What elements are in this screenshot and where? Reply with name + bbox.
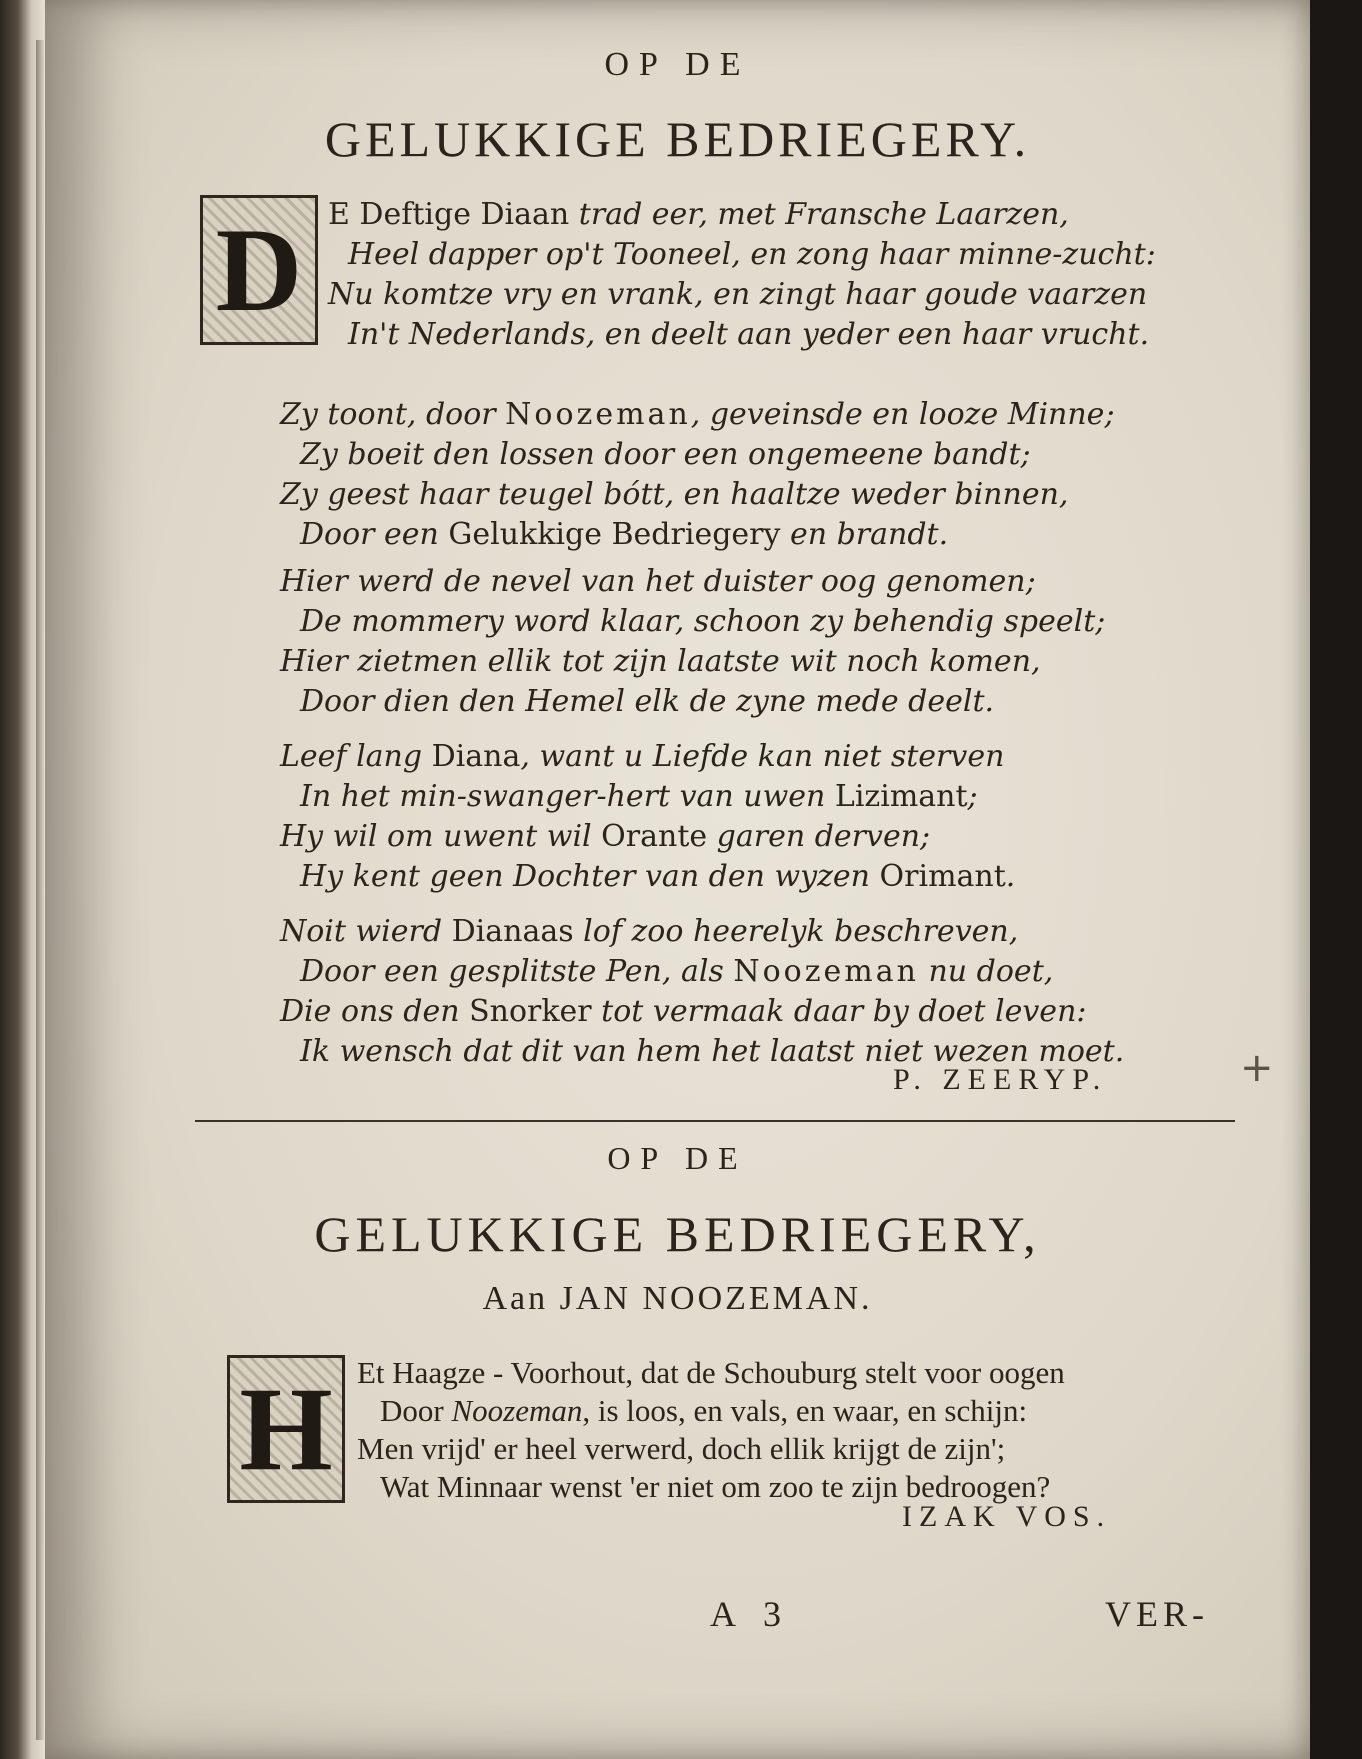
verse-line: Hy kent geen Dochter van den wyzen Orimant. (300, 859, 1016, 894)
verse-line: Zy boeit den lossen door een ongemeene bandt; (300, 437, 1031, 472)
section-divider-rule (195, 1120, 1235, 1122)
margin-plus-mark: + (1240, 1045, 1274, 1091)
poem2-signature: IZAK VOS. (902, 1500, 1112, 1533)
verse-line: Zy toont, door Noozeman, geveinsde en looze Minne; (280, 397, 1115, 432)
verse-line: Hier werd de nevel van het duister oog genomen; (280, 564, 1036, 599)
verse-line: Door een Gelukkige Bedriegery en brandt. (300, 517, 949, 552)
verse-line: In het min-swanger-hert van uwen Lizimant; (300, 779, 978, 814)
book-page (45, 0, 1310, 1759)
verse-line: In't Nederlands, en deelt aan yeder een haar vrucht. (348, 317, 1150, 352)
verse-line: Door Noozeman, is loos, en vals, en waar, en schijn: (380, 1393, 1028, 1428)
verse-line: E Deftige Diaan trad eer, met Fransche Laarzen, (328, 197, 1069, 232)
poem1-heading: OP DE (604, 46, 751, 83)
decorated-initial-h: H (227, 1355, 345, 1503)
decorated-initial-d: D (200, 195, 318, 345)
poem1-signature: P. ZEERYP. (893, 1063, 1108, 1096)
verse-line: Heel dapper op't Tooneel, en zong haar minne-zucht: (348, 237, 1156, 272)
verse-line: Hy wil om uwent wil Orante garen derven; (280, 819, 931, 854)
verse-line: Nu komtze vry en vrank, en zingt haar goude vaarzen (328, 277, 1148, 312)
verse-line: Ik wensch dat dit van hem het laatst niet wezen moet. (300, 1034, 1125, 1069)
poem2-addressee: Aan JAN NOOZEMAN. (482, 1280, 873, 1317)
verse-line: De mommery word klaar, schoon zy behendig speelt; (300, 604, 1106, 639)
verse-line: Zy geest haar teugel bótt, en haaltze weder binnen, (280, 477, 1069, 512)
verse-line: Et Haagze - Voorhout, dat de Schouburg stelt voor oogen (357, 1355, 1065, 1390)
verse-line: Die ons den Snorker tot vermaak daar by doet leven: (280, 994, 1087, 1029)
verse-line: Men vrijd' er heel verwerd, doch ellik krijgt de zijn'; (357, 1431, 1006, 1466)
verse-line: Door een gesplitste Pen, als Noozeman nu doet, (300, 954, 1054, 989)
left-page-edge (36, 40, 44, 1740)
page-content (45, 0, 1310, 1759)
signature-mark: A 3 (710, 1594, 792, 1634)
catchword: VER- (1105, 1594, 1209, 1634)
verse-line: Hier zietmen ellik tot zijn laatste wit noch komen, (280, 644, 1041, 679)
verse-line: Leef lang Diana, want u Liefde kan niet sterven (280, 739, 1005, 774)
poem2-heading: OP DE (607, 1140, 748, 1176)
verse-line: Noit wierd Dianaas lof zoo heerelyk beschreven, (280, 914, 1019, 949)
verse-line: Door dien den Hemel elk de zyne mede deelt. (300, 684, 995, 719)
poem1-title: GELUKKIGE BEDRIEGERY. (324, 111, 1031, 167)
poem2-title: GELUKKIGE BEDRIEGERY, (314, 1206, 1041, 1262)
verse-line: Wat Minnaar wenst 'er niet om zoo te zijn bedroogen? (380, 1469, 1051, 1504)
